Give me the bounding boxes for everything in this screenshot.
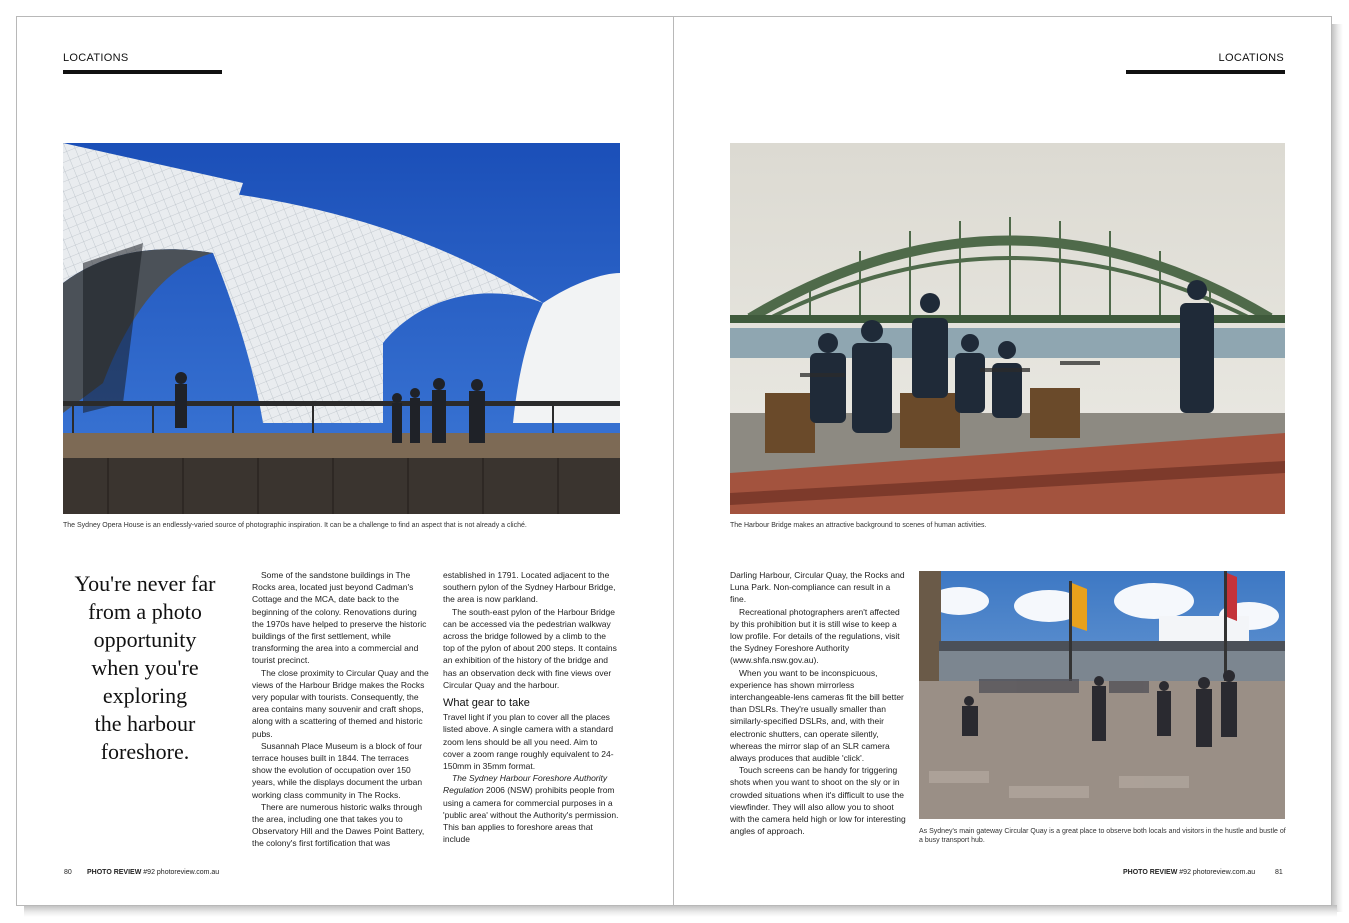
body-paragraph: Darling Harbour, Circular Quay, the Rocks and Luna Park. Non-compliance can result in a fine.: [730, 570, 905, 605]
body-paragraph: Some of the sandstone buildings in The Rocks area, located just beyond Cadman's Cottage and the MCA, date back to the beginning of the colony. Renovations during the 1970s have helped to preserve the historic buildings of the first settlement, while transforming the area into a commercial and tourist precinct.: [252, 570, 427, 666]
body-paragraph: Touch screens can be handy for triggering shots when you want to shoot on the sly or in crowded situations when it's difficult to use the viewfinder. They will also allow you to shoot with the camera held high or low for interesting angles of approach.: [730, 765, 906, 837]
photo-caption: As Sydney's main gateway Circular Quay is a great place to observe both locals and visitors in the hustle and bustle of a busy transport hub.: [919, 828, 1286, 844]
regulation-title: The Sydney Harbour Foreshore Authority Regulation: [443, 773, 608, 796]
circular-quay-photo: [919, 571, 1285, 819]
body-paragraph: Susannah Place Museum is a block of four terrace houses built in 1844. The terraces show the evolution of occupation over 150 years, while the displays document the urban working class community in The Rocks.: [252, 740, 423, 800]
page-shadow-right: [1331, 24, 1343, 912]
body-paragraph: [443, 772, 620, 845]
folio: [87, 869, 219, 876]
regulation-text: 2006 (NSW) prohibits people from using a camera for commercial purposes in a 'public area' without the Authority's permission. This ban applies to foreshore areas that include: [443, 785, 619, 845]
body-paragraph: Travel light if you plan to cover all the places listed above. A single camera with a standard zoom lens should be all you need. Aim to cover a zoom range roughly equivalent to 24-150mm in 35mm format.: [443, 712, 614, 772]
body-paragraph: When you want to be inconspicuous, experience has shown mirrorless interchangeable-lens cameras fit the bill better than DSLRs. They're usually smaller than similarly-specified DSLRs, and, with their electronic shutters, can operate silently, whereas the mirror slap of an SLR camera always produces that audible 'click'.: [730, 667, 904, 764]
pull-quote-line: foreshore.: [100, 739, 190, 764]
opera-house-photo: [63, 143, 620, 514]
body-column-1: [252, 569, 429, 850]
photo-caption: The Sydney Opera House is an endlessly-varied source of photographic inspiration. It can be a challenge to find an aspect that is not already a cliché.: [63, 522, 527, 529]
issue-website: #92 photoreview.com.au: [143, 869, 220, 876]
pull-quote-line: the harbour: [94, 711, 196, 736]
section-rule: [1126, 70, 1285, 74]
section-label: LOCATIONS: [63, 52, 129, 64]
photo-caption: The Harbour Bridge makes an attractive background to scenes of human activities.: [730, 522, 987, 529]
section-rule: [63, 70, 222, 74]
body-column-1: [730, 569, 908, 837]
pull-quote: [57, 570, 233, 766]
right-page: [673, 16, 1332, 906]
page-number: 80: [64, 869, 72, 876]
magazine-name: PHOTO REVIEW: [87, 869, 142, 876]
section-label: LOCATIONS: [1218, 52, 1284, 64]
pull-quote-line: You're never far: [74, 571, 216, 596]
folio: [1123, 869, 1255, 876]
body-paragraph: There are numerous historic walks through the area, including one that takes you to Observatory Hill and the Dawes Point Battery, the colony's first fortification that was: [252, 801, 425, 849]
pull-quote-line: exploring: [102, 683, 188, 708]
body-paragraph: The south-east pylon of the Harbour Bridge can be accessed via the pedestrian walkway across the bridge followed by a climb to the top of the pylon of about 200 steps. It contains an exhibition of the history of the bridge and has an observation deck with fine views over Circular Quay and the harbour.: [443, 606, 617, 690]
subheading: What gear to take: [443, 697, 530, 710]
pull-quote-line: opportunity: [93, 627, 197, 652]
body-column-2: [443, 569, 620, 845]
issue-website: #92 photoreview.com.au: [1179, 869, 1256, 876]
body-paragraph: Recreational photographers aren't affected by this prohibition but it is still wise to keep a low profile. For details of the regulations, visit the Sydney Foreshore Authority (www.shfa.nsw.gov.au).: [730, 606, 900, 666]
left-page: [16, 16, 674, 906]
magazine-name: PHOTO REVIEW: [1123, 869, 1178, 876]
harbour-bridge-photo: [730, 143, 1285, 514]
page-number: 81: [1275, 869, 1283, 876]
pull-quote-line: from a photo: [88, 599, 202, 624]
pull-quote-line: when you're: [91, 655, 199, 680]
page-shadow-bottom: [24, 905, 1337, 917]
body-paragraph: The close proximity to Circular Quay and the views of the Harbour Bridge makes the Rocks very popular with tourists. Consequently, the area contains many souvenir and craft shops, along with a scattering of themed and historic pubs.: [252, 667, 429, 739]
body-paragraph: established in 1791. Located adjacent to the southern pylon of the Sydney Harbour Bridge, the area is now parkland.: [443, 570, 616, 605]
